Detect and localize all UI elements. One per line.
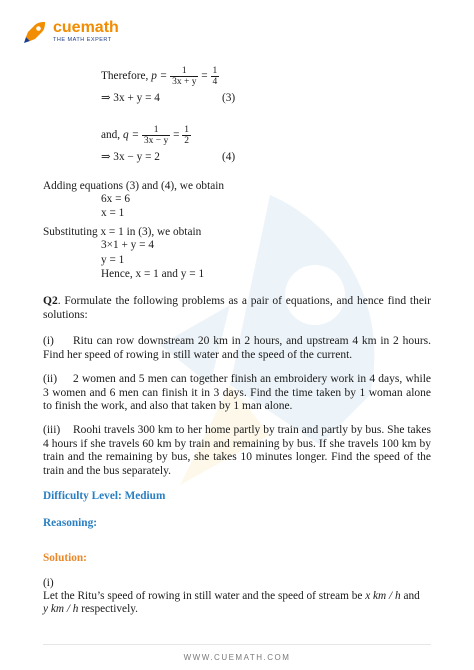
equation-3-tag: (3) [222,92,236,104]
question-2 [43,295,431,322]
p-fraction [170,66,198,87]
brand-logo [22,19,119,45]
add-line-2: x = 1 [101,207,125,219]
solution-heading: Solution: [43,552,87,564]
part-iii-text: Roohi travels 300 km to her home partly by train and partly by bus. She takes 4 hours if she travels 60 km by train and remaining by bus. If she travels 100 km by train and the remaining by bus, she takes 10 minutes longer. Find the speed of the train and the bus separately. [43,424,431,477]
q-rhs-numerator: 1 [184,125,190,135]
part-iii [43,424,431,478]
reasoning-heading: Reasoning: [43,517,97,529]
part-ii-number: (ii) [43,373,58,385]
solution-line-1 [43,590,420,603]
p-rhs-numerator: 1 [212,66,218,76]
q-fraction [142,125,170,146]
question-2-label: Q2 [43,295,58,307]
solution-part-number: (i) [43,577,54,589]
part-ii-text: 2 women and 5 men can together finish an embroidery work in 4 days, while 3 women and 6 men can finish it in 3 days. Find the time taken by 1 woman alone to finish the work, and also that taken by 1 man alone. [43,373,431,413]
sub-line-1: 3×1 + y = 4 [101,239,155,251]
difficulty-level: Difficulty Level: Medium [43,490,166,502]
footer-url: WWW.CUEMATH.COM [183,653,291,662]
hence-text: Hence, x = 1 and y = 1 [101,268,205,280]
therefore-prefix: Therefore, [101,70,149,83]
respectively-text: respectively. [81,603,138,615]
p-equation: Therefore, p = $\frac{1}{3x + y}$ = $\frac{1}{4}$ [101,66,218,87]
solution-line-2 [43,603,138,616]
sub-line-2: y = 1 [101,254,125,266]
and-prefix: and, [101,129,121,142]
p-lhs: p = [151,70,168,83]
brand-tagline: THE MATH EXPERT [53,37,112,44]
q-equation: and, q = $\frac{1}{3x - y}$ = $\frac{1}{2}$ [101,125,190,146]
part-iii-number: (iii) [43,424,61,436]
footer-divider [43,644,431,645]
p-rhs-fraction [211,66,220,87]
q-rhs-fraction [182,125,191,146]
add-line-1: 6x = 6 [101,193,130,205]
substituting-text: Substituting x = 1 in (3), we obtain [43,226,202,238]
p-numerator: 1 [170,66,198,77]
adding-text: Adding equations (3) and (4), we obtain [43,180,225,192]
question-2-text: . Formulate the following problems as a pair of equations, and hence find their solutions: [43,295,431,321]
solution-line-1-text: Let the Ritu’s speed of rowing in still water and the speed of stream be [43,590,363,602]
unit-y: y km / h [43,603,79,615]
unit-x: x km / h [365,590,401,602]
part-i [43,335,431,362]
p-denominator: 3x + y [172,77,197,87]
part-i-number: (i) [43,335,54,347]
equation-4: ⇒ 3x − y = 2 [101,151,160,163]
part-i-text: Ritu can row downstream 20 km in 2 hours, and upstream 4 km in 2 hours. Find her speed of rowing in still water and the speed of the current. [43,335,431,361]
q-rhs-denominator: 2 [184,136,190,146]
and-word: and [403,590,420,602]
q-denominator: 3x − y [143,136,169,146]
equation-4-tag: (4) [222,151,236,163]
equation-3: ⇒ 3x + y = 4 [101,92,160,104]
q-lhs: q = [122,129,140,142]
part-ii [43,373,431,414]
rocket-logo-icon [22,19,48,45]
brand-name: cuemath [53,19,119,37]
p-rhs-denominator: 4 [212,77,218,87]
q-numerator: 1 [142,125,170,136]
page-footer [0,644,474,670]
